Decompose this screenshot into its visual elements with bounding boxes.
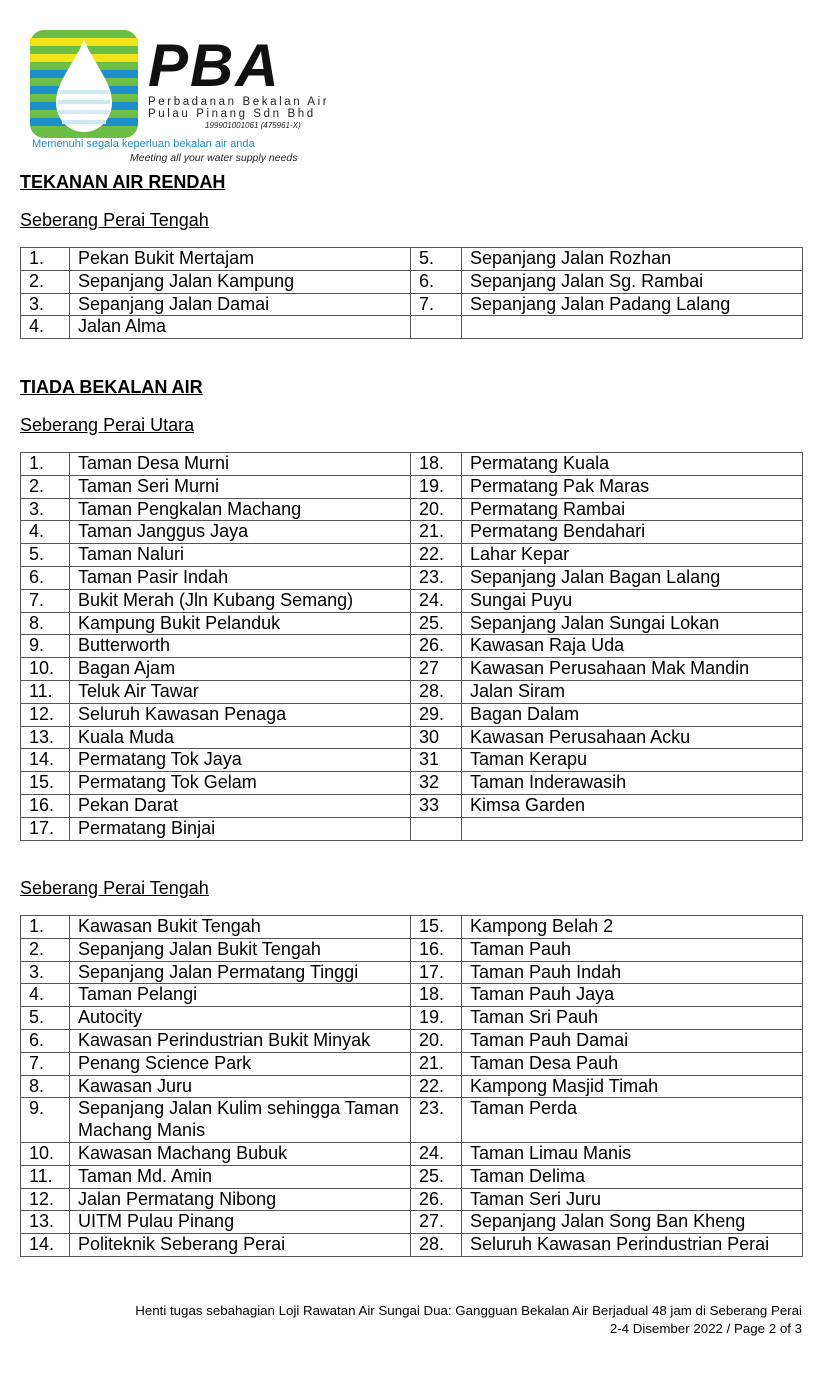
item-number: 14. — [21, 749, 70, 772]
area-name — [462, 817, 803, 840]
item-number: 27. — [411, 1211, 462, 1234]
area-name: Taman Seri Juru — [462, 1188, 803, 1211]
area-name: Taman Naluri — [70, 544, 411, 567]
area-name: Taman Desa Murni — [70, 453, 411, 476]
area-name: Sepanjang Jalan Sungai Lokan — [462, 612, 803, 635]
company-name-line2: Pulau Pinang Sdn Bhd — [148, 108, 316, 120]
table-row — [21, 270, 803, 293]
area-name: Kawasan Juru — [70, 1075, 411, 1098]
company-name-line1: Perbadanan Bekalan Air — [148, 96, 330, 108]
area-name: Kampong Masjid Timah — [462, 1075, 803, 1098]
item-number: 11. — [21, 680, 70, 703]
area-name: Kawasan Perusahaan Acku — [462, 726, 803, 749]
item-number: 6. — [21, 566, 70, 589]
item-number: 5. — [411, 248, 462, 271]
item-number: 10. — [21, 1142, 70, 1165]
area-name: Sepanjang Jalan Bukit Tengah — [70, 938, 411, 961]
item-number: 9. — [21, 1098, 70, 1143]
area-name: Kampong Belah 2 — [462, 916, 803, 939]
footer-notice: Henti tugas sebahagian Loji Rawatan Air Sungai Dua: Gangguan Bekalan Air Berjadual 48 jam di Seberang Perai — [135, 1303, 802, 1318]
item-number: 23. — [411, 566, 462, 589]
area-name: Jalan Alma — [70, 316, 411, 339]
item-number: 24. — [411, 589, 462, 612]
area-name: Kampung Bukit Pelanduk — [70, 612, 411, 635]
area-name: Permatang Kuala — [462, 453, 803, 476]
table-row — [21, 1007, 803, 1030]
table-row — [21, 1142, 803, 1165]
item-number: 23. — [411, 1098, 462, 1143]
area-name: Kawasan Perindustrian Bukit Minyak — [70, 1029, 411, 1052]
footer-date-page: 2-4 Disember 2022 / Page 2 of 3 — [609, 1321, 802, 1336]
item-number: 31 — [411, 749, 462, 772]
table-row — [21, 916, 803, 939]
area-name: Taman Pauh Jaya — [462, 984, 803, 1007]
item-number: 22. — [411, 544, 462, 567]
table-row — [21, 612, 803, 635]
no-supply-spt-table — [20, 915, 803, 1257]
table-row — [21, 749, 803, 772]
area-name: Pekan Darat — [70, 794, 411, 817]
item-number — [411, 817, 462, 840]
item-number: 8. — [21, 612, 70, 635]
area-name: Pekan Bukit Mertajam — [70, 248, 411, 271]
area-name: Sepanjang Jalan Padang Lalang — [462, 293, 803, 316]
item-number: 16. — [411, 938, 462, 961]
section-title-no-supply: TIADA BEKALAN AIR — [20, 377, 203, 397]
area-name: Sepanjang Jalan Sg. Rambai — [462, 270, 803, 293]
area-name: Politeknik Seberang Perai — [70, 1234, 411, 1257]
item-number: 5. — [21, 544, 70, 567]
area-name: Taman Pauh Indah — [462, 961, 803, 984]
area-name: Sepanjang Jalan Song Ban Kheng — [462, 1211, 803, 1234]
item-number: 25. — [411, 1165, 462, 1188]
subtitle-low-pressure-spt: Seberang Perai Tengah — [20, 210, 209, 230]
no-supply-spu-table — [20, 452, 803, 841]
item-number: 8. — [21, 1075, 70, 1098]
area-name: Kawasan Raja Uda — [462, 635, 803, 658]
area-name: Sepanjang Jalan Kampung — [70, 270, 411, 293]
subtitle-no-supply-spt: Seberang Perai Tengah — [20, 878, 209, 898]
area-name: Sepanjang Jalan Permatang Tinggi — [70, 961, 411, 984]
area-name: Kuala Muda — [70, 726, 411, 749]
area-name: Permatang Rambai — [462, 498, 803, 521]
area-name: Butterworth — [70, 635, 411, 658]
tagline-english: Meeting all your water supply needs — [130, 152, 298, 164]
item-number: 6. — [411, 270, 462, 293]
area-name: Sungai Puyu — [462, 589, 803, 612]
item-number: 18. — [411, 453, 462, 476]
table-row — [21, 703, 803, 726]
item-number: 7. — [411, 293, 462, 316]
table-row — [21, 938, 803, 961]
page-footer — [135, 1302, 802, 1338]
item-number: 2. — [21, 938, 70, 961]
area-name: Taman Limau Manis — [462, 1142, 803, 1165]
area-name: Bukit Merah (Jln Kubang Semang) — [70, 589, 411, 612]
table-row — [21, 475, 803, 498]
item-number: 13. — [21, 726, 70, 749]
item-number: 2. — [21, 475, 70, 498]
table-row — [21, 1234, 803, 1257]
area-name: Bagan Ajam — [70, 658, 411, 681]
table-row — [21, 1075, 803, 1098]
subtitle-no-supply-spu: Seberang Perai Utara — [20, 415, 195, 435]
area-name — [462, 316, 803, 339]
area-name: Kimsa Garden — [462, 794, 803, 817]
logo-block — [30, 28, 330, 168]
item-number: 30 — [411, 726, 462, 749]
water-drop-logo-icon — [30, 30, 138, 138]
area-name: Lahar Kepar — [462, 544, 803, 567]
area-name: Taman Pauh — [462, 938, 803, 961]
table-row — [21, 984, 803, 1007]
table-row — [21, 635, 803, 658]
table-row — [21, 248, 803, 271]
item-number: 33 — [411, 794, 462, 817]
item-number: 1. — [21, 916, 70, 939]
area-name: Jalan Permatang Nibong — [70, 1188, 411, 1211]
area-name: Kawasan Perusahaan Mak Mandin — [462, 658, 803, 681]
table-row — [21, 589, 803, 612]
table-row — [21, 1188, 803, 1211]
item-number: 28. — [411, 680, 462, 703]
area-name: Bagan Dalam — [462, 703, 803, 726]
area-name: Taman Desa Pauh — [462, 1052, 803, 1075]
area-name: Permatang Binjai — [70, 817, 411, 840]
item-number: 3. — [21, 498, 70, 521]
area-name: Penang Science Park — [70, 1052, 411, 1075]
item-number: 4. — [21, 316, 70, 339]
item-number: 15. — [21, 772, 70, 795]
item-number: 29. — [411, 703, 462, 726]
item-number: 27 — [411, 658, 462, 681]
item-number: 20. — [411, 498, 462, 521]
item-number: 20. — [411, 1029, 462, 1052]
section-title-low-pressure: TEKANAN AIR RENDAH — [20, 172, 226, 192]
item-number: 2. — [21, 270, 70, 293]
table-row — [21, 794, 803, 817]
item-number: 19. — [411, 1007, 462, 1030]
table-row — [21, 961, 803, 984]
item-number: 3. — [21, 293, 70, 316]
item-number: 25. — [411, 612, 462, 635]
area-name: Seluruh Kawasan Perindustrian Perai — [462, 1234, 803, 1257]
item-number: 22. — [411, 1075, 462, 1098]
table-row — [21, 772, 803, 795]
area-name: Taman Kerapu — [462, 749, 803, 772]
item-number: 10. — [21, 658, 70, 681]
area-name: Sepanjang Jalan Bagan Lalang — [462, 566, 803, 589]
table-row — [21, 726, 803, 749]
item-number: 13. — [21, 1211, 70, 1234]
table-row — [21, 817, 803, 840]
area-name: Kawasan Machang Bubuk — [70, 1142, 411, 1165]
table-row — [21, 1165, 803, 1188]
company-name — [148, 96, 329, 120]
registration-number: 199901001061 (475961-X) — [205, 121, 301, 130]
item-number: 17. — [21, 817, 70, 840]
item-number: 6. — [21, 1029, 70, 1052]
area-name: Jalan Siram — [462, 680, 803, 703]
table-row — [21, 1029, 803, 1052]
table-row — [21, 293, 803, 316]
table-row — [21, 1052, 803, 1075]
item-number: 9. — [21, 635, 70, 658]
table-row — [21, 453, 803, 476]
area-name: Sepanjang Jalan Kulim sehingga Taman Machang Manis — [70, 1098, 411, 1143]
area-name: Permatang Bendahari — [462, 521, 803, 544]
item-number — [411, 316, 462, 339]
area-name: Taman Pengkalan Machang — [70, 498, 411, 521]
item-number: 12. — [21, 703, 70, 726]
tagline-malay: Memenuhi segala keperluan bekalan air anda — [32, 138, 255, 150]
area-name: Kawasan Bukit Tengah — [70, 916, 411, 939]
item-number: 7. — [21, 1052, 70, 1075]
area-name: Permatang Tok Jaya — [70, 749, 411, 772]
item-number: 12. — [21, 1188, 70, 1211]
item-number: 26. — [411, 1188, 462, 1211]
item-number: 14. — [21, 1234, 70, 1257]
item-number: 3. — [21, 961, 70, 984]
logo-wordmark: PBA — [148, 32, 281, 99]
area-name: Autocity — [70, 1007, 411, 1030]
area-name: Taman Perda — [462, 1098, 803, 1143]
area-name: Sepanjang Jalan Damai — [70, 293, 411, 316]
table-row — [21, 1211, 803, 1234]
table-row — [21, 680, 803, 703]
area-name: Sepanjang Jalan Rozhan — [462, 248, 803, 271]
item-number: 15. — [411, 916, 462, 939]
table-row — [21, 658, 803, 681]
item-number: 24. — [411, 1142, 462, 1165]
area-name: Taman Pelangi — [70, 984, 411, 1007]
item-number: 5. — [21, 1007, 70, 1030]
area-name: Taman Inderawasih — [462, 772, 803, 795]
item-number: 18. — [411, 984, 462, 1007]
table-row — [21, 498, 803, 521]
item-number: 4. — [21, 521, 70, 544]
table-row — [21, 544, 803, 567]
item-number: 26. — [411, 635, 462, 658]
area-name: Taman Md. Amin — [70, 1165, 411, 1188]
area-name: Permatang Pak Maras — [462, 475, 803, 498]
low-pressure-table — [20, 247, 803, 339]
item-number: 11. — [21, 1165, 70, 1188]
area-name: Taman Pasir Indah — [70, 566, 411, 589]
area-name: UITM Pulau Pinang — [70, 1211, 411, 1234]
item-number: 1. — [21, 453, 70, 476]
area-name: Taman Seri Murni — [70, 475, 411, 498]
table-row — [21, 521, 803, 544]
item-number: 32 — [411, 772, 462, 795]
item-number: 1. — [21, 248, 70, 271]
area-name: Taman Pauh Damai — [462, 1029, 803, 1052]
item-number: 21. — [411, 521, 462, 544]
item-number: 16. — [21, 794, 70, 817]
item-number: 19. — [411, 475, 462, 498]
item-number: 28. — [411, 1234, 462, 1257]
area-name: Taman Sri Pauh — [462, 1007, 803, 1030]
table-row — [21, 316, 803, 339]
area-name: Taman Janggus Jaya — [70, 521, 411, 544]
area-name: Permatang Tok Gelam — [70, 772, 411, 795]
table-row — [21, 1098, 803, 1143]
table-row — [21, 566, 803, 589]
item-number: 4. — [21, 984, 70, 1007]
item-number: 21. — [411, 1052, 462, 1075]
area-name: Taman Delima — [462, 1165, 803, 1188]
item-number: 17. — [411, 961, 462, 984]
item-number: 7. — [21, 589, 70, 612]
area-name: Teluk Air Tawar — [70, 680, 411, 703]
area-name: Seluruh Kawasan Penaga — [70, 703, 411, 726]
